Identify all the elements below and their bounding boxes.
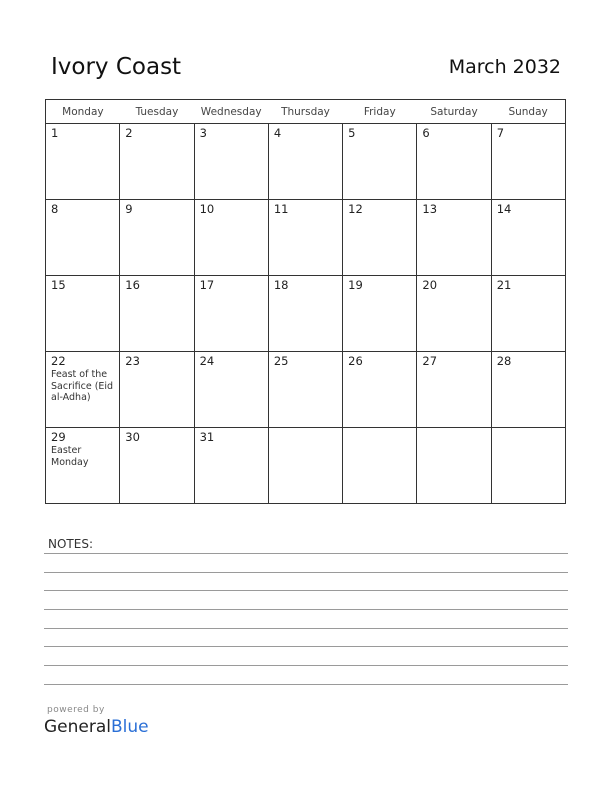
- week-row: [46, 124, 566, 200]
- logo-general-text: General: [44, 717, 111, 737]
- day-cell: [194, 124, 268, 200]
- day-number: 13: [422, 202, 438, 216]
- day-number: 6: [422, 126, 430, 140]
- day-cell: [417, 124, 491, 200]
- day-cell: [268, 124, 342, 200]
- day-number: 25: [273, 354, 289, 368]
- day-number: 18: [273, 278, 289, 292]
- day-number: 10: [199, 202, 215, 216]
- week-row: [46, 276, 566, 352]
- day-number: 11: [273, 202, 289, 216]
- holiday-label: Feast of the Sacrifice (Eid al-Adha): [51, 369, 114, 403]
- weekday-header: Monday: [46, 100, 120, 124]
- day-cell: [120, 428, 194, 504]
- calendar-month-title: March 2032: [448, 56, 561, 78]
- day-number: 23: [125, 354, 140, 368]
- day-number: 7: [496, 126, 505, 140]
- day-number: 29: [51, 430, 66, 444]
- weekday-header: Sunday: [491, 100, 565, 124]
- day-cell: [194, 428, 268, 504]
- day-cell: [194, 276, 268, 352]
- week-row: [46, 200, 566, 276]
- day-number: 24: [199, 354, 215, 368]
- weekday-header: Thursday: [268, 100, 342, 124]
- day-number: 31: [199, 430, 215, 444]
- notes-line: [44, 665, 568, 666]
- day-number: 12: [348, 202, 363, 216]
- holiday-label: Easter Monday: [51, 445, 89, 468]
- notes-line: [44, 684, 568, 685]
- day-cell: [194, 352, 268, 428]
- day-number: 22: [51, 354, 66, 368]
- day-cell: [491, 124, 565, 200]
- day-number: 1: [51, 126, 59, 140]
- day-number: 16: [125, 278, 140, 292]
- day-cell: [343, 200, 417, 276]
- day-cell: [120, 352, 194, 428]
- weekday-header: Friday: [343, 100, 417, 124]
- day-number: 21: [496, 278, 512, 292]
- day-cell: [343, 276, 417, 352]
- day-cell: [491, 352, 565, 428]
- day-number: 28: [496, 354, 512, 368]
- day-cell: [46, 276, 120, 352]
- day-cell: [491, 200, 565, 276]
- day-number: 14: [496, 202, 512, 216]
- week-row: [46, 428, 566, 504]
- notes-label: NOTES:: [48, 537, 93, 551]
- week-row: [46, 352, 566, 428]
- day-number: 20: [422, 278, 438, 292]
- day-cell: [417, 428, 491, 504]
- day-number: 9: [125, 202, 133, 216]
- weekday-header: Tuesday: [120, 100, 194, 124]
- day-cell: [417, 276, 491, 352]
- notes-line: [44, 628, 568, 629]
- day-cell: [491, 276, 565, 352]
- day-cell: [268, 276, 342, 352]
- day-cell: [491, 428, 565, 504]
- day-number: 17: [199, 278, 215, 292]
- day-cell: [343, 428, 417, 504]
- day-number: 5: [348, 126, 356, 140]
- day-cell: [120, 200, 194, 276]
- day-cell: [417, 352, 491, 428]
- notes-line: [44, 572, 568, 573]
- day-cell: [343, 352, 417, 428]
- day-number: 15: [51, 278, 66, 292]
- calendar-country-title: Ivory Coast: [51, 54, 182, 80]
- notes-line: [44, 646, 568, 647]
- day-cell: [268, 200, 342, 276]
- day-cell: [120, 276, 194, 352]
- day-cell: [268, 428, 342, 504]
- notes-line: [44, 553, 568, 554]
- day-cell: [46, 124, 120, 200]
- day-number: 3: [199, 126, 207, 140]
- day-number: 30: [125, 430, 140, 444]
- day-number: 2: [125, 126, 133, 140]
- day-cell: [46, 200, 120, 276]
- calendar-grid: [45, 99, 566, 504]
- day-cell: [120, 124, 194, 200]
- generalblue-logo: [44, 717, 149, 737]
- day-number: 26: [348, 354, 363, 368]
- day-cell: [194, 200, 268, 276]
- day-cell: [46, 428, 120, 504]
- day-number: 19: [348, 278, 363, 292]
- notes-line: [44, 590, 568, 591]
- day-cell: [417, 200, 491, 276]
- day-number: 27: [422, 354, 438, 368]
- day-cell: [46, 352, 120, 428]
- day-number: 8: [51, 202, 59, 216]
- weekday-header: Saturday: [417, 100, 491, 124]
- powered-by-text: powered by: [47, 705, 105, 715]
- weekday-header: Wednesday: [194, 100, 268, 124]
- notes-line: [44, 609, 568, 610]
- day-cell: [268, 352, 342, 428]
- logo-blue-text: Blue: [111, 717, 149, 737]
- day-cell: [343, 124, 417, 200]
- day-number: 4: [273, 126, 282, 140]
- weekday-header-row: [46, 100, 566, 124]
